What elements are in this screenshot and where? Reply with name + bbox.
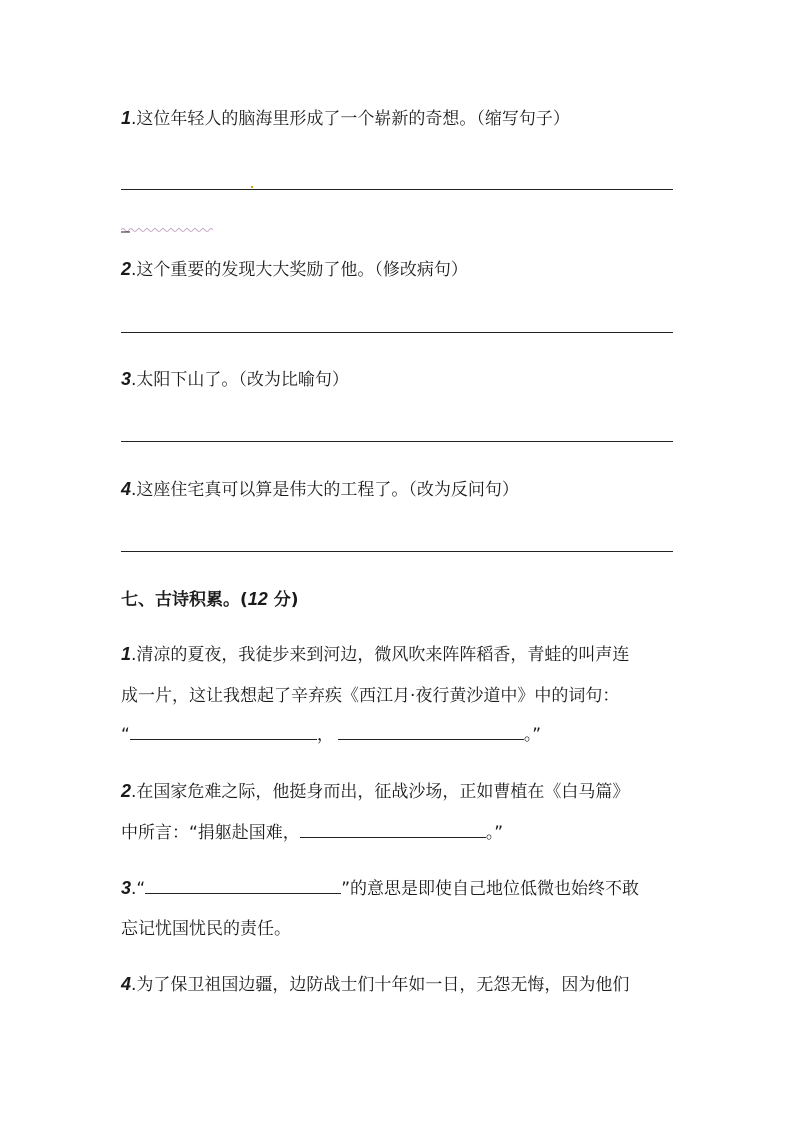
question-1 [121, 106, 570, 131]
wavy-underline-mark [121, 227, 213, 233]
close-quote: 。” [523, 725, 542, 745]
open-quote: .“ [131, 879, 146, 899]
section-score: 12 [247, 589, 268, 609]
question-text: .这个重要的发现大大奖励了他。（修改病句） [131, 260, 468, 280]
stray-mark [251, 186, 253, 188]
question-number: 3 [121, 878, 132, 898]
question-text: .这位年轻人的脑海里形成了一个崭新的奇想。（缩写句子） [131, 109, 570, 129]
close-quote: 。” [485, 823, 504, 843]
question-number: 4 [121, 479, 132, 499]
answer-blank[interactable] [130, 723, 317, 740]
answer-line-1[interactable] [121, 189, 673, 190]
poem-question-2-line-2 [121, 821, 503, 845]
section-title: 七、古诗积累。( [121, 590, 248, 610]
poem-question-3-line-1 [121, 876, 639, 901]
answer-blank[interactable] [145, 877, 341, 894]
question-number: 4 [121, 974, 132, 994]
question-number: 2 [121, 781, 132, 801]
answer-line-3[interactable] [121, 441, 673, 442]
open-quote: “ [121, 725, 130, 745]
question-number: 3 [121, 369, 132, 389]
question-2 [121, 257, 468, 282]
question-3 [121, 367, 349, 392]
poem-question-2-line-1 [121, 779, 629, 804]
question-text: ”的意思是即使自己地位低微也始终不敢 [341, 879, 640, 899]
question-text: .在国家危难之际，他挺身而出，征战沙场，正如曹植在《白马篇》 [131, 782, 630, 802]
question-text: 中所言：“捐躯赴国难， [121, 823, 300, 843]
comma: ， [316, 725, 334, 745]
poem-question-3-line-2: 忘记忧国忧民的责任。 [121, 919, 291, 939]
question-number: 1 [121, 644, 132, 664]
question-text: .太阳下山了。（改为比喻句） [131, 370, 349, 390]
question-text: .为了保卫祖国边疆，边防战士们十年如一日，无怨无悔，因为他们 [131, 975, 630, 995]
question-text: .这座住宅真可以算是伟大的工程了。（改为反问句） [131, 480, 519, 500]
section-heading [121, 587, 299, 612]
poem-question-1-blanks [121, 723, 541, 747]
poem-question-1-line-2: 成一片，这让我想起了辛弃疾《西江月·夜行黄沙道中》中的词句： [121, 686, 620, 706]
question-number: 2 [121, 259, 132, 279]
poem-question-1-line-1 [121, 642, 629, 667]
section-unit: 分) [267, 590, 299, 610]
question-4 [121, 477, 519, 502]
answer-line-2[interactable] [121, 332, 673, 333]
answer-blank[interactable] [338, 723, 524, 740]
question-text: .清凉的夏夜，我徒步来到河边，微风吹来阵阵稻香，青蛙的叫声连 [131, 645, 630, 665]
answer-blank[interactable] [300, 821, 486, 838]
question-number: 1 [121, 108, 132, 128]
poem-question-4-line-1 [121, 972, 629, 997]
answer-line-4[interactable] [121, 551, 673, 552]
